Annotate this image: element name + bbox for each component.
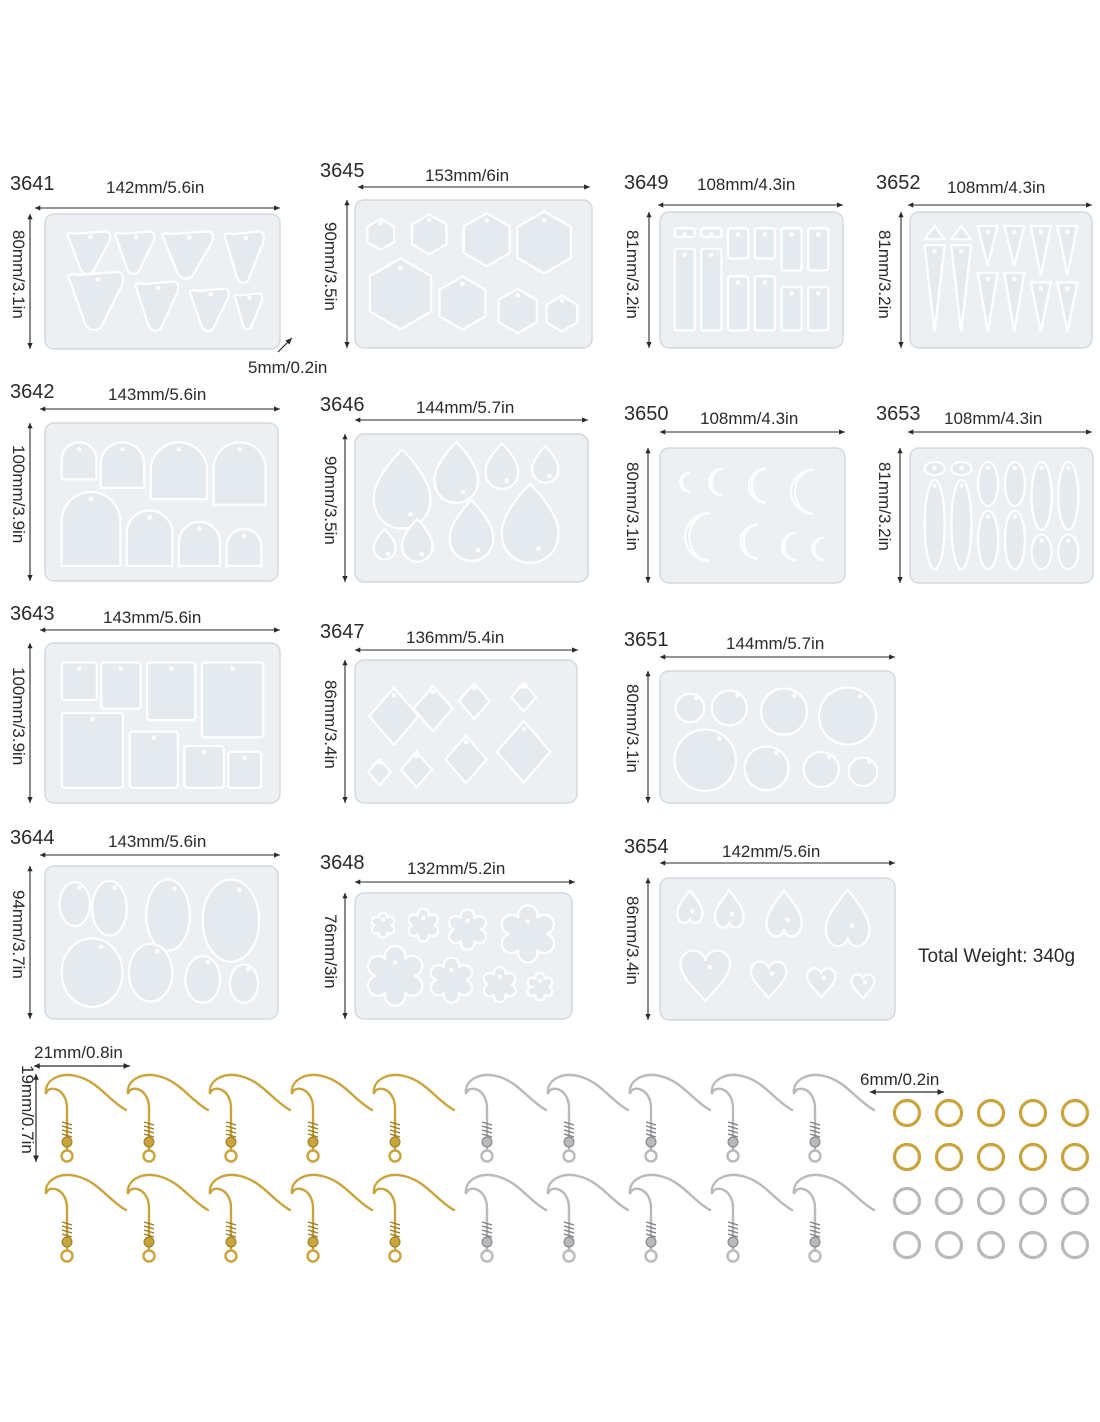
hanging-hole: [867, 760, 871, 764]
hanging-hole: [933, 466, 937, 470]
hanging-hole: [156, 286, 160, 290]
hanging-hole: [244, 236, 248, 240]
thickness-label: 5mm/0.2in: [248, 358, 328, 377]
gold-jump-ring: [1021, 1145, 1046, 1170]
hanging-hole: [536, 546, 540, 550]
gold-jump-ring: [937, 1101, 962, 1126]
hanging-hole: [789, 232, 793, 236]
hanging-hole: [90, 717, 94, 721]
molds-group: [9, 160, 1093, 1020]
height-label: 94mm/3.7in: [9, 890, 28, 979]
hanging-hole: [246, 967, 250, 971]
width-label: 153mm/6in: [425, 166, 510, 185]
silver-ear-hook: [548, 1175, 628, 1262]
oval-cavity: [203, 879, 259, 961]
width-label: 144mm/5.7in: [416, 398, 515, 417]
gold-jump-ring: [979, 1101, 1004, 1126]
mold-tray: [355, 200, 592, 348]
flower-cavity: [372, 913, 394, 938]
hanging-hole: [120, 447, 124, 451]
hanging-hole: [933, 484, 937, 488]
height-label: 81mm/3.2in: [875, 462, 894, 551]
silver-jump-ring: [937, 1189, 962, 1214]
ear-hooks-group: [46, 1075, 874, 1262]
circle-cavity: [676, 694, 704, 722]
hanging-hole: [959, 466, 963, 470]
gold-ear-hook: [46, 1075, 126, 1162]
oval-cavity: [129, 944, 172, 1002]
mold-tray: [660, 878, 895, 1020]
mold-3646: [320, 394, 588, 582]
hanging-hole: [505, 479, 509, 483]
hanging-hole: [392, 693, 396, 697]
silver-ear-hook: [794, 1175, 874, 1262]
hanging-hole: [735, 694, 739, 698]
mold-3642: [9, 381, 280, 581]
hanging-hole: [461, 490, 465, 494]
hanging-hole: [202, 750, 206, 754]
flower-cavity: [409, 909, 438, 942]
hanging-hole: [730, 912, 734, 916]
mold-3651: [623, 629, 895, 803]
hanging-hole: [709, 232, 713, 236]
hanging-hole: [247, 296, 251, 300]
mold-3645: [320, 160, 592, 348]
hanging-hole: [1012, 277, 1016, 281]
hanging-hole: [155, 949, 159, 953]
mold-body: [660, 448, 845, 583]
mold-code-label: 3647: [320, 621, 365, 643]
oval-cavity: [951, 480, 971, 569]
hanging-hole: [377, 760, 381, 764]
height-label: 80mm/3.1in: [9, 230, 28, 319]
hanging-hole: [421, 916, 425, 920]
hanging-hole: [932, 249, 936, 253]
gold-jump-ring: [1063, 1145, 1088, 1170]
height-label: 86mm/3.4in: [623, 896, 642, 985]
circle-cavity: [761, 688, 807, 734]
gold-ear-hook: [374, 1175, 454, 1262]
hanging-hole: [1013, 515, 1017, 519]
hanging-hole: [763, 280, 767, 284]
hanging-hole: [1039, 466, 1043, 470]
height-label: 90mm/3.5in: [321, 456, 340, 545]
flower-cavity: [484, 967, 516, 1002]
hanging-hole: [112, 886, 116, 890]
width-label: 144mm/5.7in: [726, 634, 825, 653]
gold-jump-ring: [895, 1101, 920, 1126]
mold-tray: [45, 214, 280, 349]
width-label: 142mm/5.6in: [722, 842, 821, 861]
mold-tray: [45, 643, 280, 803]
flower-cavity: [502, 905, 554, 962]
mold-code-label: 3646: [320, 394, 365, 416]
hanging-hole: [147, 515, 151, 519]
hanging-hole: [1012, 230, 1016, 234]
hanging-hole: [119, 666, 123, 670]
mold-code-label: 3649: [624, 172, 669, 194]
hanging-hole: [516, 293, 520, 297]
oval-cavity: [1005, 511, 1025, 569]
hanging-hole: [683, 232, 687, 236]
mold-code-label: 3654: [624, 836, 669, 858]
hanging-hole: [152, 735, 156, 739]
gold-ear-hook: [128, 1175, 208, 1262]
gold-ear-hook: [210, 1175, 290, 1262]
hanging-hole: [1039, 538, 1043, 542]
mold-3652: [875, 172, 1092, 348]
circle-cavity: [804, 752, 839, 787]
hanging-hole: [521, 727, 525, 731]
hanging-hole: [485, 218, 489, 222]
silver-ear-hook: [712, 1075, 792, 1162]
mold-code-label: 3650: [624, 403, 669, 425]
hanging-hole: [472, 686, 476, 690]
hanging-hole: [959, 249, 963, 253]
hanging-hole: [986, 277, 990, 281]
mold-tray: [45, 866, 278, 1019]
height-label: 81mm/3.2in: [623, 230, 642, 319]
silver-ear-hook: [630, 1075, 710, 1162]
mold-3644: [9, 827, 280, 1019]
hanging-hole: [690, 909, 694, 913]
arch-cavity: [214, 442, 266, 504]
hanging-hole: [1066, 466, 1070, 470]
mold-tray: [910, 448, 1093, 583]
mold-code-label: 3652: [876, 172, 921, 194]
hanging-hole: [187, 235, 191, 239]
oval-cavity: [1032, 462, 1052, 530]
gold-jump-ring: [979, 1145, 1004, 1170]
hook-width-label: 21mm/0.8in: [34, 1043, 123, 1062]
hanging-hole: [237, 447, 241, 451]
hanging-hole: [393, 960, 397, 964]
hanging-hole: [526, 919, 530, 923]
gold-jump-ring: [937, 1145, 962, 1170]
oval-cavity: [62, 938, 123, 1007]
height-label: 81mm/3.2in: [875, 230, 894, 319]
silver-ear-hook: [548, 1075, 628, 1162]
height-label: 90mm/3.5in: [321, 222, 340, 311]
hanging-hole: [88, 235, 92, 239]
hanging-hole: [538, 979, 542, 983]
rectangle-cavity: [147, 663, 195, 721]
oval-cavity: [1058, 462, 1078, 530]
mold-code-label: 3644: [10, 827, 55, 849]
hanging-hole: [206, 960, 210, 964]
hanging-hole: [986, 230, 990, 234]
mold-tray: [355, 660, 577, 803]
width-label: 108mm/4.3in: [700, 409, 799, 428]
silver-jump-ring: [1063, 1233, 1088, 1258]
hanging-hole: [959, 484, 963, 488]
hanging-hole: [420, 552, 424, 556]
height-label: 80mm/3.1in: [623, 684, 642, 773]
height-label: 76mm/3in: [321, 914, 340, 989]
bar-cavity: [675, 249, 695, 331]
oval-cavity: [978, 511, 998, 569]
rectangle-cavity: [130, 732, 178, 788]
height-label: 100mm/3.9in: [9, 667, 28, 766]
hanging-hole: [774, 751, 778, 755]
hanging-hole: [822, 976, 826, 980]
mold-3648: [320, 852, 575, 1019]
hanging-hole: [1039, 286, 1043, 290]
gold-ear-hook: [292, 1175, 372, 1262]
hanging-hole: [427, 218, 431, 222]
hanging-hole: [414, 754, 418, 758]
width-label: 143mm/5.6in: [108, 385, 207, 404]
hanging-hole: [431, 690, 435, 694]
width-label: 136mm/5.4in: [406, 628, 505, 647]
hanging-hole: [386, 552, 390, 556]
hanging-hole: [816, 232, 820, 236]
circle-cavity: [675, 730, 736, 791]
gold-jump-ring: [1021, 1101, 1046, 1126]
hanging-hole: [398, 266, 402, 270]
height-label: 80mm/3.1in: [623, 462, 642, 551]
hanging-hole: [542, 218, 546, 222]
circle-cavity: [849, 758, 877, 786]
gold-jump-ring: [895, 1145, 920, 1170]
mold-code-label: 3642: [10, 381, 55, 403]
hanging-hole: [242, 534, 246, 538]
mold-tray: [910, 212, 1092, 348]
oval-cavity: [230, 964, 258, 1002]
hanging-hole: [827, 755, 831, 759]
rectangle-cavity: [202, 663, 263, 738]
hanging-hole: [986, 466, 990, 470]
hanging-hole: [464, 740, 468, 744]
gold-ear-hook: [46, 1175, 126, 1262]
width-label: 143mm/5.6in: [108, 832, 207, 851]
mold-tray: [355, 893, 572, 1019]
silver-ear-hook: [466, 1075, 546, 1162]
height-label: 86mm/3.4in: [321, 680, 340, 769]
width-label: 108mm/4.3in: [697, 175, 796, 194]
arch-cavity: [62, 492, 121, 566]
hanging-hole: [792, 693, 796, 697]
oval-cavity: [185, 956, 220, 1003]
circle-cavity: [712, 690, 747, 725]
silver-jump-ring: [979, 1189, 1004, 1214]
hanging-hole: [547, 474, 551, 478]
mold-3654: [623, 836, 895, 1020]
width-label: 132mm/5.2in: [407, 859, 506, 878]
bar-cavity: [701, 249, 721, 331]
hanging-hole: [717, 737, 721, 741]
hanging-hole: [708, 965, 712, 969]
width-label: 142mm/5.6in: [106, 178, 205, 197]
rectangle-cavity: [62, 713, 123, 788]
hanging-hole: [230, 666, 234, 670]
mold-code-label: 3645: [320, 160, 365, 182]
hook-height-label: 19mm/0.7in: [18, 1065, 37, 1154]
hanging-hole: [197, 527, 201, 531]
oval-cavity: [146, 879, 189, 950]
hanging-hole: [521, 685, 525, 689]
hanging-hole: [89, 497, 93, 501]
hanging-hole: [816, 291, 820, 295]
mold-tray: [660, 212, 843, 348]
hanging-hole: [770, 971, 774, 975]
flower-cavity: [368, 946, 422, 1006]
mold-tray: [660, 448, 845, 583]
hanging-hole: [99, 945, 103, 949]
hanging-hole: [850, 923, 854, 927]
oval-cavity: [925, 480, 945, 569]
silver-ear-hook: [630, 1175, 710, 1262]
hanging-hole: [694, 696, 698, 700]
hanging-hole: [560, 299, 564, 303]
silver-jump-ring: [937, 1233, 962, 1258]
circle-cavity: [745, 746, 789, 790]
hanging-hole: [1013, 466, 1017, 470]
hanging-hole: [77, 886, 81, 890]
mold-code-label: 3641: [10, 173, 55, 195]
silver-jump-ring: [895, 1189, 920, 1214]
hanging-hole: [986, 515, 990, 519]
hanging-hole: [449, 968, 453, 972]
jump-rings-group: [895, 1101, 1088, 1258]
width-label: 108mm/4.3in: [944, 409, 1043, 428]
hanging-hole: [497, 975, 501, 979]
hanging-hole: [476, 548, 480, 552]
gold-ear-hook: [292, 1075, 372, 1162]
ring-size-label: 6mm/0.2in: [860, 1070, 940, 1089]
hanging-hole: [683, 253, 687, 257]
hanging-hole: [1065, 230, 1069, 234]
total-weight: Total Weight: 340g: [918, 946, 1076, 967]
hanging-hole: [77, 666, 81, 670]
hanging-hole: [134, 235, 138, 239]
hanging-hole: [1066, 538, 1070, 542]
hanging-hole: [95, 277, 99, 281]
hanging-hole: [1039, 230, 1043, 234]
hanging-hole: [460, 282, 464, 286]
hanging-hole: [169, 666, 173, 670]
silver-jump-ring: [979, 1233, 1004, 1258]
mold-code-label: 3643: [10, 603, 55, 625]
hanging-hole: [736, 280, 740, 284]
silver-jump-ring: [895, 1233, 920, 1258]
flower-cavity: [431, 958, 472, 1003]
flower-cavity: [528, 973, 552, 1000]
gold-ear-hook: [128, 1075, 208, 1162]
hanging-hole: [242, 756, 246, 760]
hanging-hole: [177, 447, 181, 451]
silver-jump-ring: [1063, 1189, 1088, 1214]
gold-ear-hook: [210, 1075, 290, 1162]
mold-3653: [875, 403, 1093, 583]
hanging-hole: [172, 886, 176, 890]
width-label: 108mm/4.3in: [947, 178, 1046, 197]
hanging-hole: [408, 512, 412, 516]
mold-tray: [355, 434, 588, 582]
mold-3650: [623, 403, 845, 583]
mold-code-label: 3648: [320, 852, 365, 874]
accessories-section: [18, 1043, 1088, 1262]
mold-code-label: 3651: [624, 629, 669, 651]
hanging-hole: [709, 253, 713, 257]
silver-ear-hook: [466, 1175, 546, 1262]
mold-3649: [623, 172, 843, 348]
hanging-hole: [378, 221, 382, 225]
oval-cavity: [60, 882, 90, 926]
mold-3647: [320, 621, 578, 803]
mold-tray: [660, 671, 895, 803]
hanging-hole: [789, 291, 793, 295]
hanging-hole: [1065, 286, 1069, 290]
hanging-hole: [863, 980, 867, 984]
hanging-hole: [77, 447, 81, 451]
silver-jump-ring: [1021, 1189, 1046, 1214]
hanging-hole: [785, 917, 789, 921]
height-label: 100mm/3.9in: [9, 445, 28, 544]
silver-jump-ring: [1021, 1233, 1046, 1258]
mold-3643: [9, 603, 280, 803]
hanging-hole: [237, 888, 241, 892]
hanging-hole: [858, 694, 862, 698]
width-label: 143mm/5.6in: [103, 608, 202, 627]
gold-ear-hook: [374, 1075, 454, 1162]
mold-3641: [9, 173, 280, 349]
hanging-hole: [763, 232, 767, 236]
circle-cavity: [819, 688, 876, 745]
hanging-hole: [381, 917, 385, 921]
mold-cavities: [60, 879, 260, 1006]
hanging-hole: [465, 919, 469, 923]
mold-code-label: 3653: [876, 403, 921, 425]
flower-cavity: [449, 910, 486, 950]
gold-jump-ring: [1063, 1101, 1088, 1126]
hanging-hole: [208, 292, 212, 296]
hanging-hole: [736, 232, 740, 236]
silver-ear-hook: [712, 1175, 792, 1262]
mold-tray: [45, 423, 278, 581]
oval-cavity: [92, 881, 127, 936]
